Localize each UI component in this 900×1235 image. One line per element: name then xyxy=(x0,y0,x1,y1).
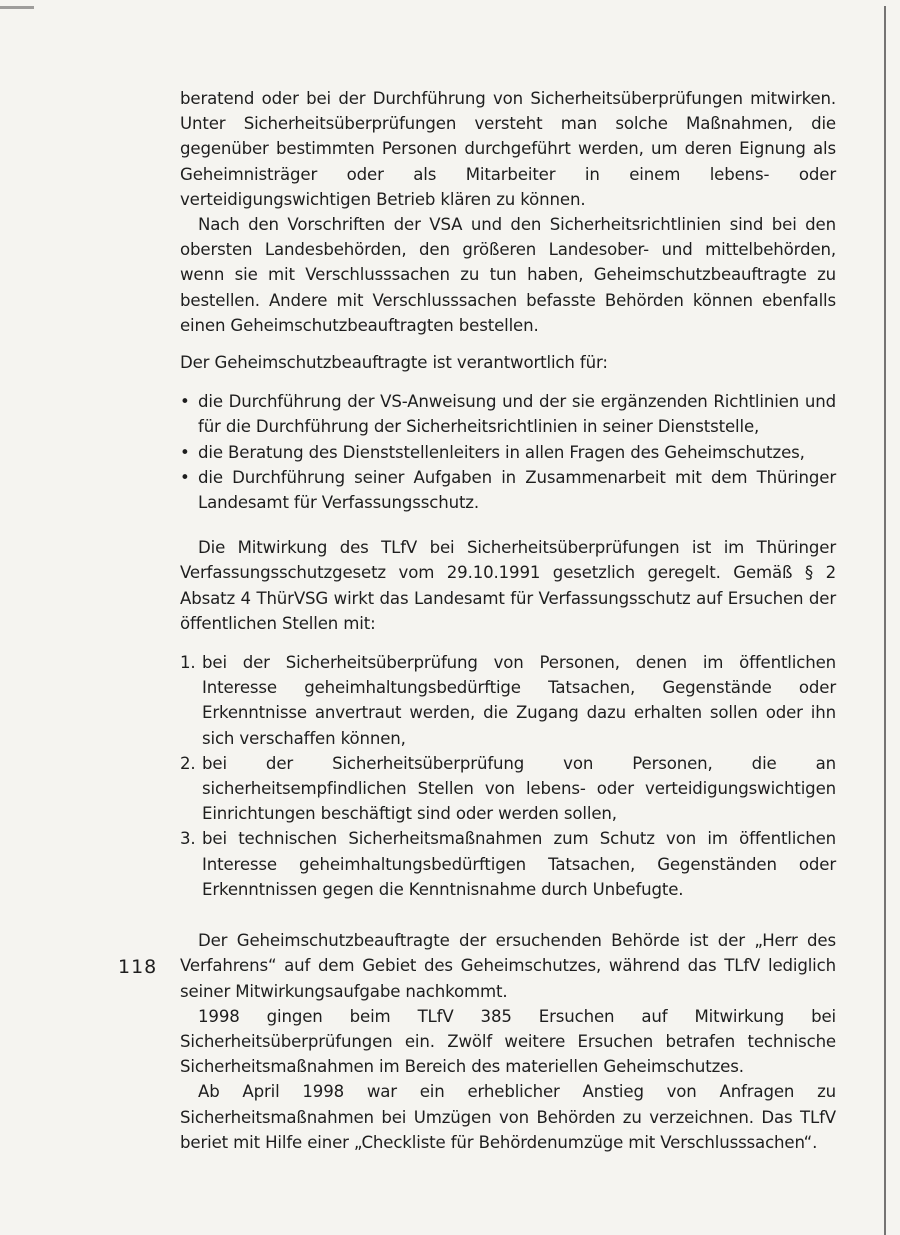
list-item xyxy=(180,826,836,902)
bullet-marker: • xyxy=(180,467,190,487)
list-item-text: bei der Sicherheitsüberprüfung von Personen, die an sicherheitsempfindlichen Stellen von lebens- oder verteidigungswichtigen Einrichtungen beschäftigt sind oder werden sollen, xyxy=(202,753,836,824)
paragraph-ersuchen-1998: 1998 gingen beim TLfV 385 Ersuchen auf Mitwirkung bei Sicherheitsüberprüfungen ein. Zwölf weitere Ersuchen betrafen technische Sicherheitsmaßnahmen im Bereich des materiellen Geheimschutzes. xyxy=(180,1006,836,1077)
bullet-marker: • xyxy=(180,392,190,412)
paragraph-herr-des-verfahrens: Der Geheimschutzbeauftragte der ersuchenden Behörde ist der „Herr des Verfahrens“ auf dem Gebiet des Geheimschutzes, während das TLfV lediglich seiner Mitwirkungsaufgabe nachkommt. xyxy=(180,931,836,1001)
paragraph-verantwortlich-intro: Der Geheimschutzbeauftragte ist verantwortlich für: xyxy=(180,353,608,373)
list-item xyxy=(180,440,836,465)
paragraph-sicherheitsueberpruefung: beratend oder bei der Durchführung von Sicherheitsüberprüfungen mitwirken. Unter Sicherheitsüberprüfungen versteht man solche Maßnahmen, die gegenüber bestimmten Personen durchgeführt werden, um deren Eignung als Geheimnisträger oder als Mitarbeiter in einem lebens- oder verteidigungswichtigen Betrieb klären zu können. xyxy=(180,89,836,209)
list-item xyxy=(180,751,836,827)
list-item xyxy=(180,650,836,751)
list-number: 2. xyxy=(180,753,196,773)
list-number: 1. xyxy=(180,653,196,673)
list-item-text: die Beratung des Dienststellenleiters in allen Fragen des Geheimschutzes, xyxy=(198,442,805,462)
paragraph-mitwirkung-tlfv: Die Mitwirkung des TLfV bei Sicherheitsüberprüfungen ist im Thüringer Verfassungsschutzgesetz vom 29.10.1991 gesetzlich geregelt. Gemäß § 2 Absatz 4 ThürVSG wirkt das Landesamt für Verfassungsschutz auf Ersuchen der öffentlichen Stellen mit: xyxy=(180,538,836,633)
list-item-text: bei technischen Sicherheitsmaßnahmen zum Schutz von im öffentlichen Interesse geheimhaltungsbedürftigen Tatsachen, Gegenständen oder Erkenntnissen gegen die Kenntnisnahme durch Unbefugte. xyxy=(202,829,836,899)
page-number: 118 xyxy=(118,956,158,978)
body-text xyxy=(180,86,836,1155)
paragraph-geheimschutzbeauftragte: Nach den Vorschriften der VSA und den Sicherheitsrichtlinien sind bei den obersten Landesbehörden, den größeren Landesober- und mittelbehörden, wenn sie mit Verschlusssachen zu tun haben, Geheimschutzbeauftragte zu bestellen. Andere mit Verschlusssachen befasste Behörden können ebenfalls einen Geheimschutzbeauftragten bestellen. xyxy=(180,215,836,335)
bullet-marker: • xyxy=(180,442,190,462)
paragraph-umzuege: Ab April 1998 war ein erheblicher Anstieg von Anfragen zu Sicherheitsmaßnahmen bei Umzügen von Behörden zu verzeichnen. Das TLfV beriet mit Hilfe einer „Checkliste für Behördenumzüge mit Verschlusssachen“. xyxy=(180,1082,836,1152)
list-item xyxy=(180,389,836,439)
responsibility-list xyxy=(180,389,836,515)
list-item-text: die Durchführung der VS-Anweisung und der sie ergänzenden Richtlinien und für die Durchführung der Sicherheitsrichtlinien in seiner Dienststelle, xyxy=(198,392,836,437)
numbered-list xyxy=(180,650,836,902)
scan-page-edge xyxy=(884,6,886,1235)
list-item-text: bei der Sicherheitsüberprüfung von Personen, denen im öffentlichen Interesse geheimhaltungsbedürftige Tatsachen, Gegenstände oder Erkenntnisse anvertraut werden, die Zugang dazu erhalten sollen oder ihn sich verschaffen können, xyxy=(202,653,836,748)
list-item xyxy=(180,465,836,515)
list-item-text: die Durchführung seiner Aufgaben in Zusammenarbeit mit dem Thüringer Landesamt für Verfassungsschutz. xyxy=(198,467,836,513)
list-number: 3. xyxy=(180,829,196,849)
scan-artifact-mark xyxy=(0,6,34,9)
